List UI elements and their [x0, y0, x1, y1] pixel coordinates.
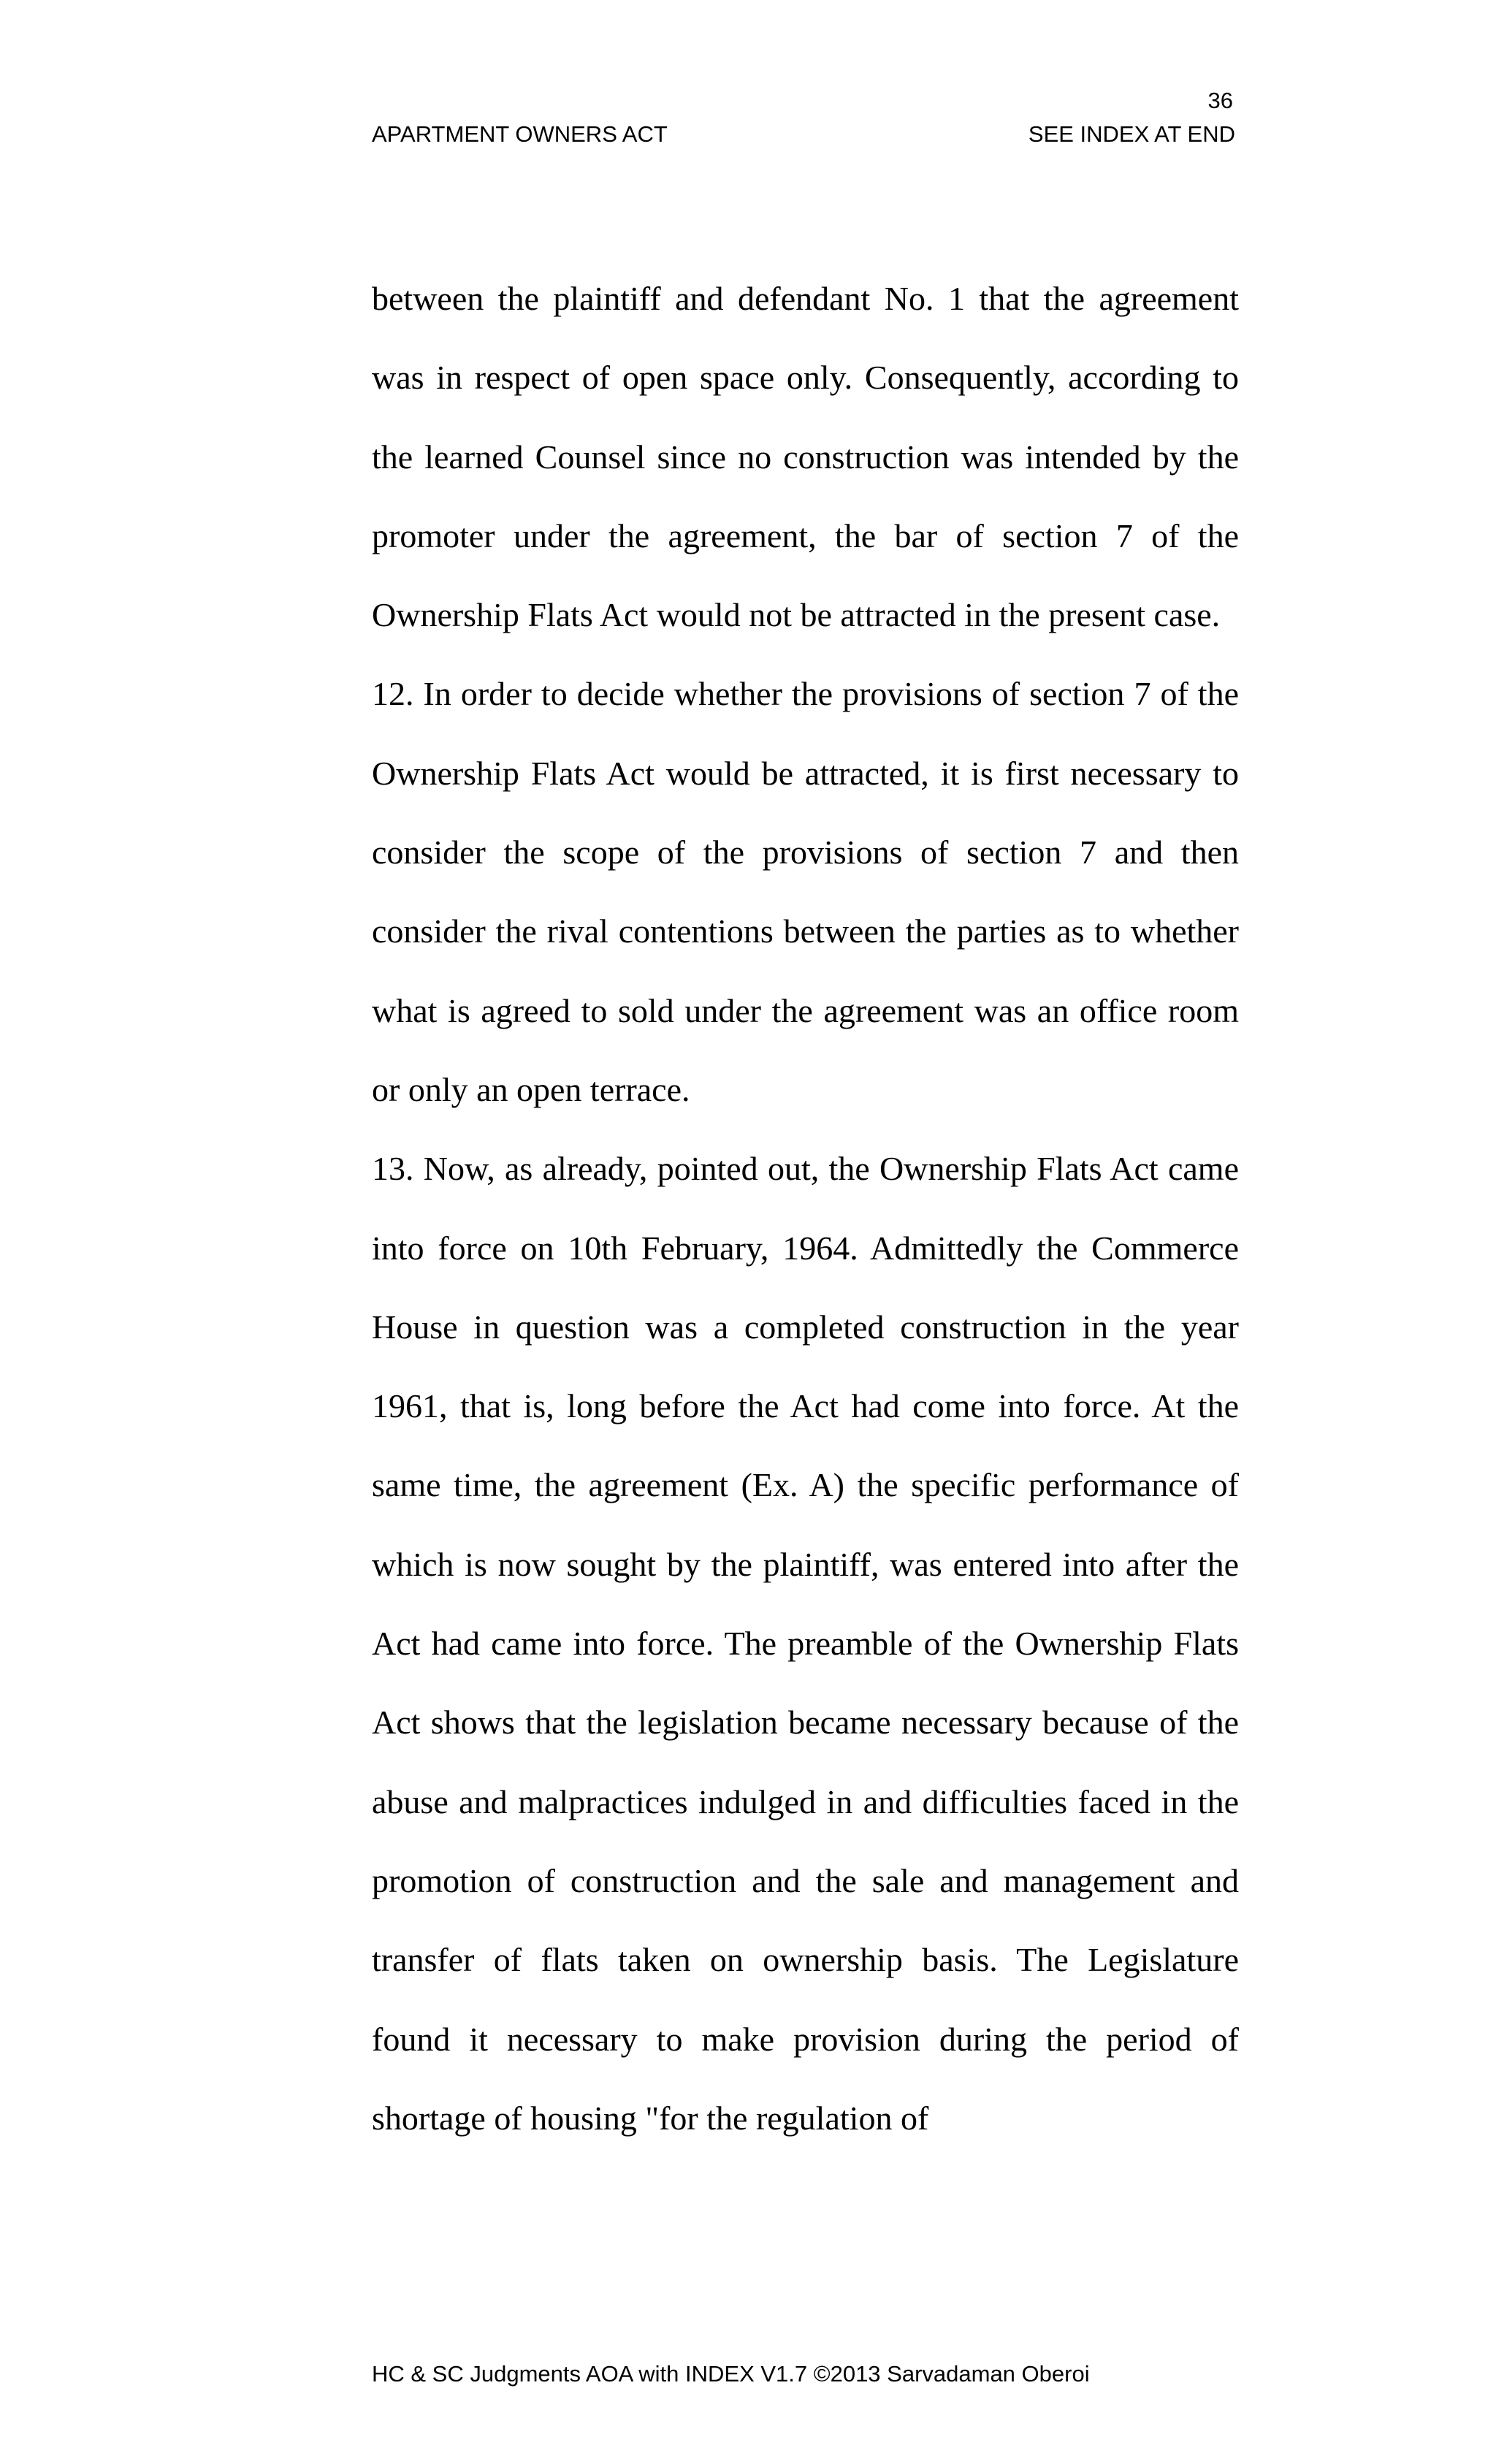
- running-header-title: APARTMENT OWNERS ACT: [372, 121, 668, 147]
- page-number: 36: [1207, 88, 1233, 113]
- paragraph-12: 12. In order to decide whether the provisions of section 7 of the Ownership Flats Act would be attracted, it is first necessary to consider the scope of the provisions of section 7 and then consider the rival contentions between the parties as to whether what is agreed to sold under the agreement was an office room or only an open terrace.: [372, 675, 1239, 1108]
- paragraph-13: 13. Now, as already, pointed out, the Ownership Flats Act came into force on 10th February, 1964. Admittedly the Commerce House in question was a completed construction in the year 1961, that is, long before the Act had come into force. At the same time, the agreement (Ex. A) the specific performance of which is now sought by the plaintiff, was entered into after the Act had came into force. The preamble of the Ownership Flats Act shows that the legislation became necessary because of the abuse and malpractices indulged in and difficulties faced in the promotion of construction and the sale and management and transfer of flats taken on ownership basis. The Legislature found it necessary to make provision during the period of shortage of housing "for the regulation of: [372, 1150, 1239, 2137]
- page-footer: HC & SC Judgments AOA with INDEX V1.7 ©2013 Sarvadaman Oberoi: [372, 2361, 1090, 2387]
- running-header-index-note: SEE INDEX AT END: [1028, 121, 1235, 147]
- paragraph-continuation: between the plaintiff and defendant No. 1 that the agreement was in respect of open space only. Consequently, according to the learned Counsel since no construction was intended by the promoter under the agreement, the bar of section 7 of the Ownership Flats Act would not be attracted in the present case.: [372, 280, 1239, 634]
- document-body: [372, 259, 1239, 2158]
